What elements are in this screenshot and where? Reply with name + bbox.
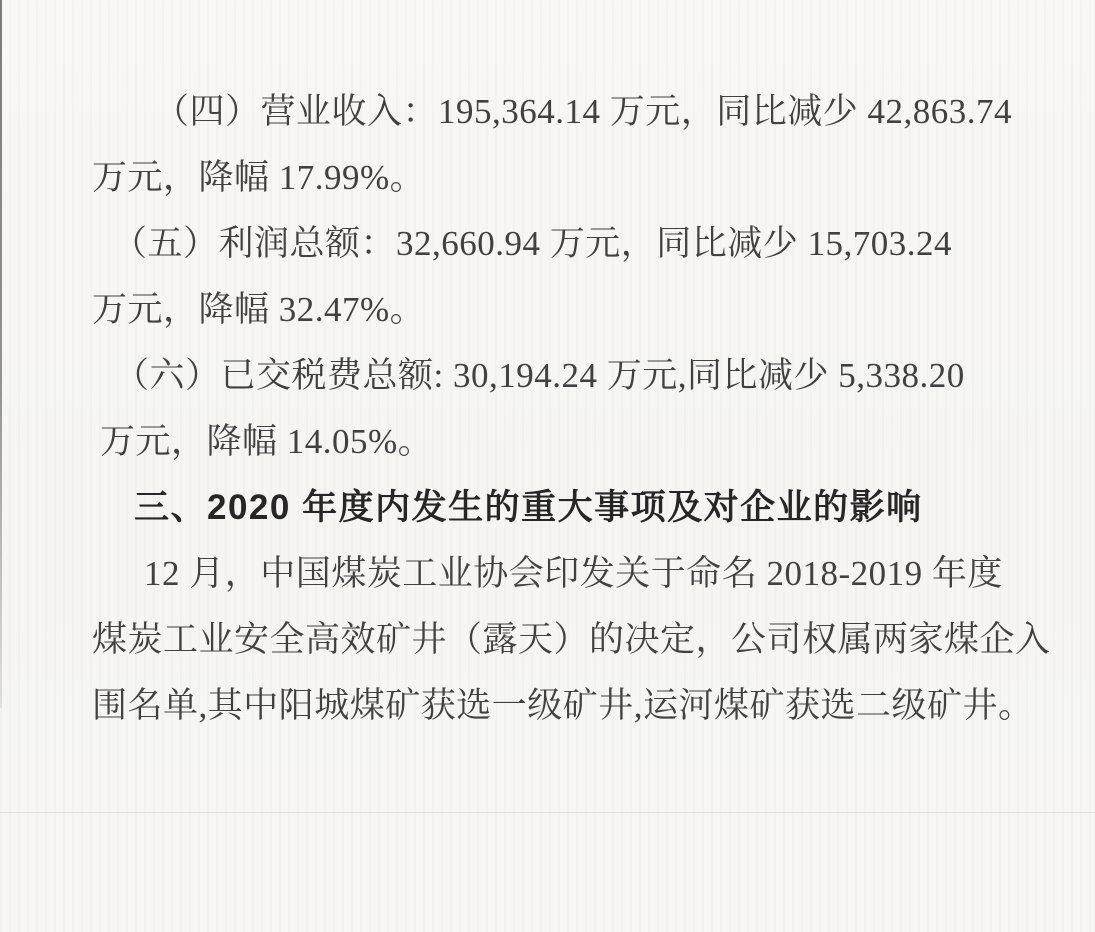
- document-text-block: [92, 79, 1062, 739]
- taxes-paid-line-2: 万元，降幅 14.05%。: [100, 422, 434, 461]
- major-events-line-3: 围名单,其中阳城煤矿获选一级矿井,运河煤矿获选二级矿井。: [92, 686, 1034, 725]
- scan-crease-artifact: [0, 812, 1095, 813]
- total-profit-line-2: 万元，降幅 32.47%。: [92, 290, 426, 329]
- operating-revenue-line-2: 万元，降幅 17.99%。: [92, 158, 426, 197]
- taxes-paid-line-1: （六）已交税费总额: 30,194.24 万元,同比减少 5,338.20: [114, 356, 965, 395]
- operating-revenue-line-1: （四）营业收入：195,364.14 万元，同比减少 42,863.74: [154, 92, 1013, 131]
- total-profit-line-1: （五）利润总额：32,660.94 万元，同比减少 15,703.24: [112, 224, 953, 263]
- section-heading: 三、2020 年度内发生的重大事项及对企业的影响: [134, 488, 923, 527]
- major-events-line-2: 煤炭工业安全高效矿井（露天）的决定，公司权属两家煤企入: [92, 620, 1051, 659]
- scan-edge-artifact: [0, 0, 2, 708]
- major-events-line-1: 12 月，中国煤炭工业协会印发关于命名 2018-2019 年度: [144, 554, 1003, 593]
